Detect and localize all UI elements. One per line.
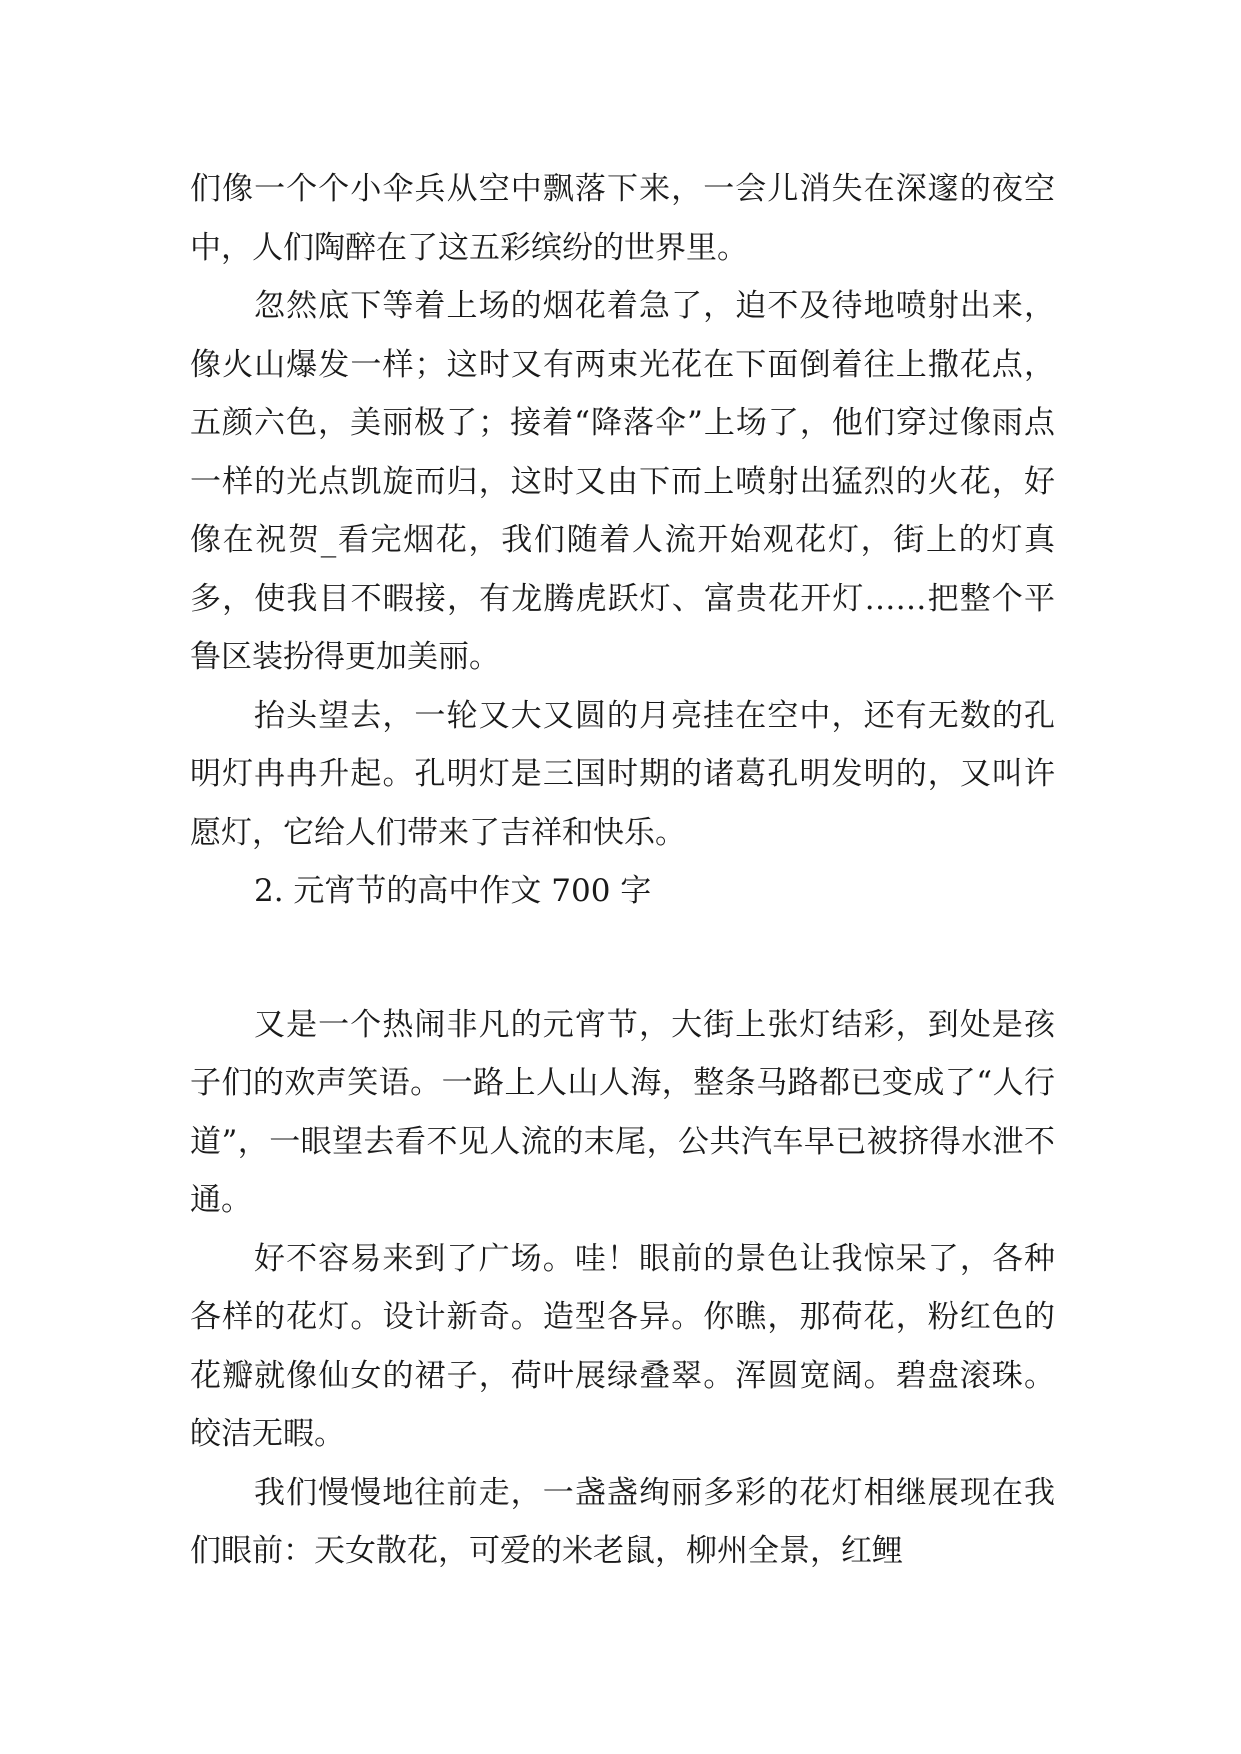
section-heading: 2. 元宵节的高中作文 700 字 bbox=[254, 873, 652, 909]
paragraph-3: 抬头望去，一轮又大又圆的月亮挂在空中，还有无数的孔明灯冉冉升起。孔明灯是三国时期的诸葛孔明发明的，又叫许愿灯，它给人们带来了吉祥和快乐。 bbox=[190, 697, 1055, 851]
paragraph-6: 我们慢慢地往前走，一盏盏绚丽多彩的花灯相继展现在我们眼前：天女散花，可爱的米老鼠，柳州全景，红鲤 bbox=[190, 1474, 1055, 1569]
paragraph-1: 们像一个个小伞兵从空中飘落下来，一会儿消失在深邃的夜空中，人们陶醉在了这五彩缤纷的世界里。 bbox=[190, 171, 1055, 266]
paragraph-4: 又是一个热闹非凡的元宵节，大街上张灯结彩，到处是孩子们的欢声笑语。一路上人山人海，整条马路都已变成了“人行道”，一眼望去看不见人流的末尾，公共汽车早已被挤得水泄不通。 bbox=[190, 1006, 1055, 1218]
document-body bbox=[190, 160, 1055, 1581]
paragraph-5: 好不容易来到了广场。哇！眼前的景色让我惊呆了，各种各样的花灯。设计新奇。造型各异。你瞧，那荷花，粉红色的花瓣就像仙女的裙子，荷叶展绿叠翠。浑圆宽阔。碧盘滚珠。皎洁无暇。 bbox=[190, 1240, 1055, 1452]
section-gap bbox=[190, 921, 1055, 996]
paragraph-2: 忽然底下等着上场的烟花着急了，迫不及待地喷射出来，像火山爆发一样；这时又有两束光花在下面倒着往上撒花点，五颜六色，美丽极了；接着“降落伞”上场了，他们穿过像雨点一样的光点凯旋而归，这时又由下而上喷射出猛烈的火花，好像在祝贺_看完烟花，我们随着人流开始观花灯，街上的灯真多，使我目不暇接，有龙腾虎跃灯、富贵花开灯……把整个平鲁区装扮得更加美丽。 bbox=[190, 288, 1055, 675]
